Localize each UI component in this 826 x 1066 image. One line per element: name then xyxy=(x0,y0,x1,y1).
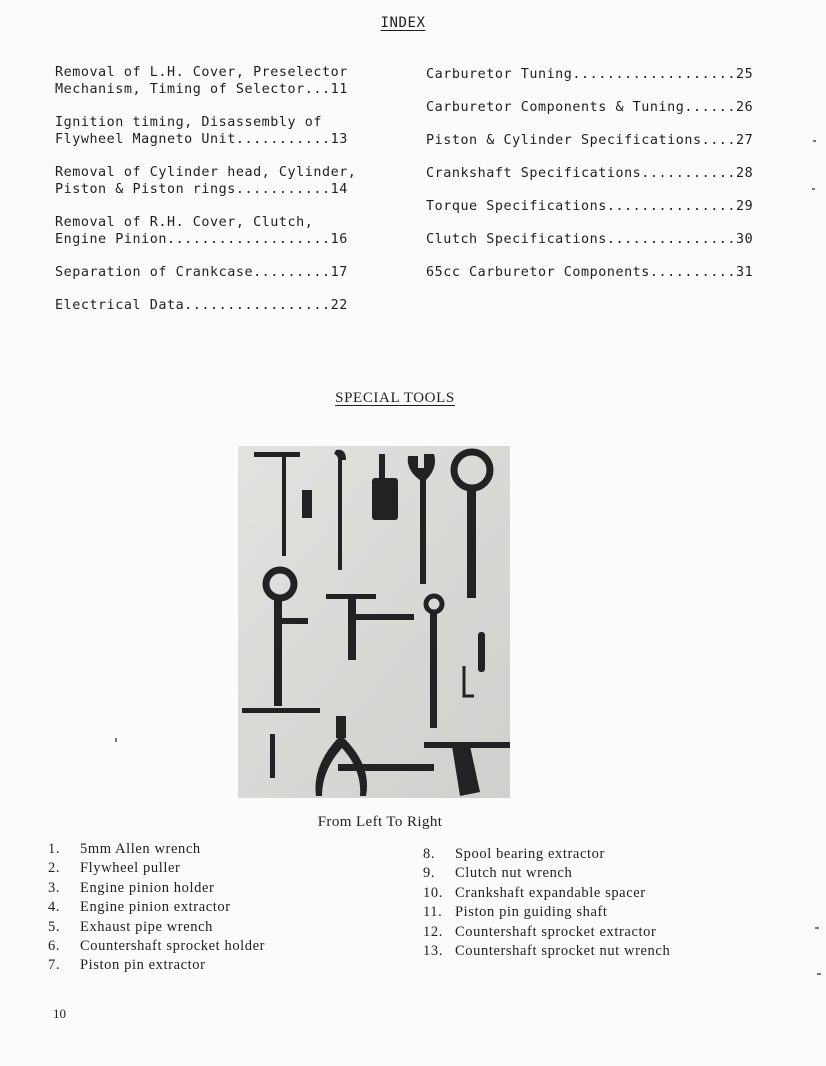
tool-item xyxy=(423,884,823,903)
index-left-column xyxy=(55,64,415,330)
scan-speck xyxy=(813,140,816,142)
index-entry: Ignition timing, Disassembly of Flywheel Magneto Unit...........13 xyxy=(55,115,348,147)
index-entry: Separation of Crankcase.........17 xyxy=(55,265,348,280)
tool-number: 12. xyxy=(423,923,443,940)
index-entry: Removal of L.H. Cover, Preselector Mechanism, Timing of Selector...11 xyxy=(55,65,348,97)
tool-item xyxy=(423,845,823,864)
tool-item xyxy=(48,859,388,878)
index-entry: Removal of Cylinder head, Cylinder, Piston & Piston rings...........14 xyxy=(55,165,357,197)
scan-speck xyxy=(115,738,117,742)
index-title: INDEX xyxy=(380,15,426,31)
tool-number: 8. xyxy=(423,846,436,862)
tool-number: 1. xyxy=(48,841,61,857)
index-right-column xyxy=(426,66,826,297)
tool-number: 2. xyxy=(48,860,61,877)
index-entry: 65cc Carburetor Components..........31 xyxy=(426,265,754,280)
page-number: 10 xyxy=(53,1006,66,1021)
tools-list-right xyxy=(423,845,823,961)
special-tools-title: SPECIAL TOOLS xyxy=(335,390,455,406)
tool-label: Crankshaft expandable spacer xyxy=(455,884,646,901)
tool-label: Countershaft sprocket extractor xyxy=(455,923,657,940)
tool-number: 4. xyxy=(48,899,61,916)
tool-number: 11. xyxy=(423,904,443,921)
tool-label: Engine pinion holder xyxy=(80,879,215,896)
tool-number: 6. xyxy=(48,938,61,955)
index-entry: Electrical Data.................22 xyxy=(55,298,348,313)
tools-list-left xyxy=(48,840,388,976)
tool-number: 3. xyxy=(48,879,61,896)
tool-item xyxy=(48,956,388,975)
tool-label: Exhaust pipe wrench xyxy=(80,918,214,935)
index-entry: Clutch Specifications...............30 xyxy=(426,232,754,247)
tool-item xyxy=(423,864,823,883)
special-tools-photo xyxy=(238,446,510,798)
tool-label: Clutch nut wrench xyxy=(455,865,573,882)
tool-number: 10. xyxy=(423,884,443,901)
tool-label: Countershaft sprocket holder xyxy=(80,938,266,955)
tool-label: Flywheel puller xyxy=(80,860,181,877)
tool-item xyxy=(48,918,388,937)
index-entry: Torque Specifications...............29 xyxy=(426,199,754,214)
tool-item xyxy=(423,923,823,942)
index-entry: Removal of R.H. Cover, Clutch, Engine Pinion...................16 xyxy=(55,215,348,247)
tool-label: Countershaft sprocket nut wrench xyxy=(455,943,671,960)
tool-item xyxy=(423,942,823,961)
index-entry: Carburetor Tuning...................25 xyxy=(426,67,754,82)
tool-item xyxy=(48,879,388,898)
tool-number: 9. xyxy=(423,865,436,882)
scan-speck xyxy=(812,188,815,190)
index-entry: Piston & Cylinder Specifications....27 xyxy=(426,133,754,148)
tool-number: 5. xyxy=(48,918,61,935)
tool-label: Engine pinion extractor xyxy=(80,899,231,916)
scan-speck xyxy=(817,973,821,975)
tool-number: 13. xyxy=(423,943,443,960)
photo-caption: From Left To Right xyxy=(317,814,443,830)
tool-item xyxy=(48,840,388,859)
tool-label: 5mm Allen wrench xyxy=(80,841,201,857)
tool-label: Piston pin extractor xyxy=(80,957,206,974)
tool-label: Spool bearing extractor xyxy=(455,846,605,862)
tool-item xyxy=(48,898,388,917)
index-entry: Carburetor Components & Tuning......26 xyxy=(426,100,754,115)
tool-item xyxy=(48,937,388,956)
tool-number: 7. xyxy=(48,957,61,974)
tool-label: Piston pin guiding shaft xyxy=(455,904,608,921)
scan-speck xyxy=(815,927,819,929)
index-entry: Crankshaft Specifications...........28 xyxy=(426,166,754,181)
tool-item xyxy=(423,903,823,922)
